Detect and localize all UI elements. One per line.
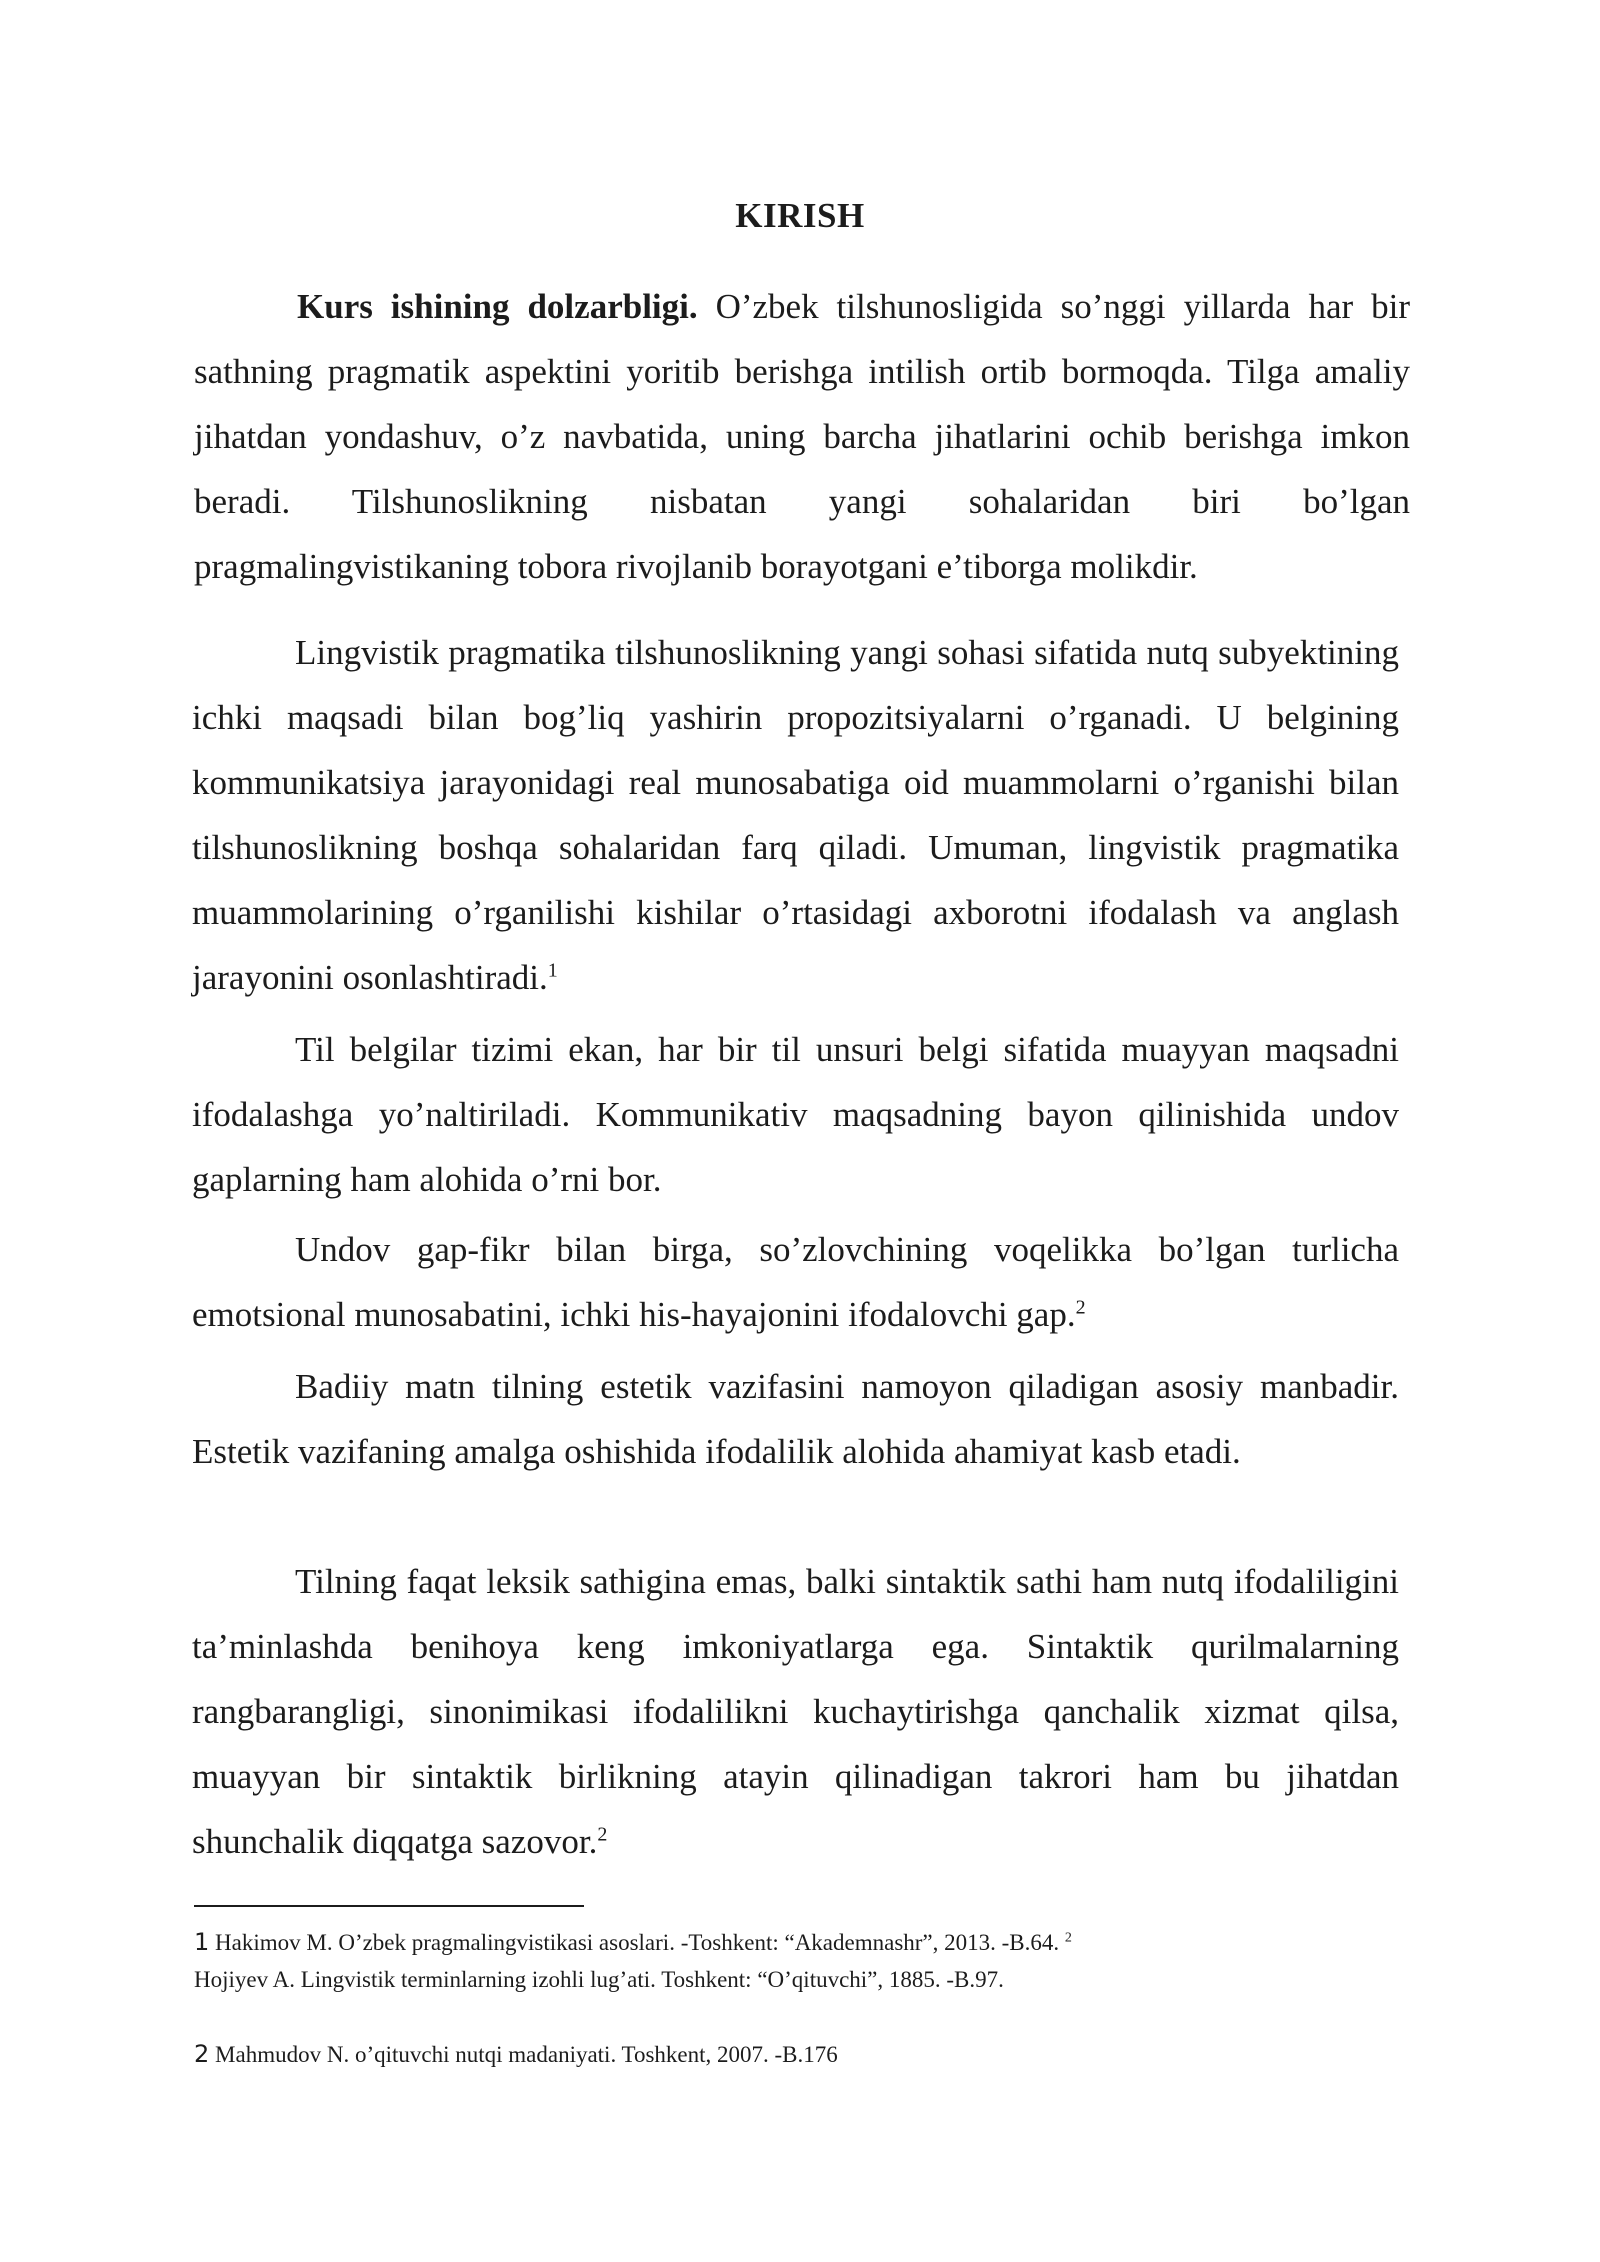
paragraph-lead: Kurs ishining dolzarbligi. xyxy=(297,287,698,326)
paragraph xyxy=(192,620,1399,1010)
paragraph-text: Lingvistik pragmatika tilshunoslikning yangi sohasi sifatida nutq subyektining ichki maqsadi bilan bog’liq yashirin propozitsiyalarni o’rganadi. U belgining kommunikatsiya jarayonidagi real munosabatiga oid muammolarni o’rganishi bilan tilshunoslikning boshqa sohalaridan farq qiladi. Umuman, lingvistik pragmatika muammolarining o’rganilishi kishilar o’rtasidagi axborotni ifodalash va anglash jarayonini osonlashtiradi. xyxy=(192,633,1399,997)
footnote-text-continued: Hojiyev A. Lingvistik terminlarning izohli lug’ati. Toshkent: “O’qituvchi”, 1885. -B.97. xyxy=(194,1967,1004,1992)
footnote-reference[interactable]: 2 xyxy=(1075,1296,1086,1319)
footnote-reference[interactable]: 1 xyxy=(547,959,558,982)
paragraph xyxy=(192,1549,1399,1874)
page-title: KIRISH xyxy=(735,196,865,235)
paragraph-text: Til belgilar tizimi ekan, har bir til unsuri belgi sifatida muayyan maqsadni ifodalashga yo’naltiriladi. Kommunikativ maqsadning bayon qilinishida undov gaplarning ham alohida o’rni bor. xyxy=(192,1030,1399,1199)
paragraph xyxy=(192,1017,1399,1212)
paragraph xyxy=(192,1354,1399,1484)
footnote-reference[interactable]: 2 xyxy=(597,1823,608,1846)
paragraph xyxy=(192,1217,1399,1347)
footnote xyxy=(194,1924,1094,1998)
paragraph-text: Badiiy matn tilning estetik vazifasini namoyon qiladigan asosiy manbadir. Estetik vazifaning amalga oshishida ifodalilik alohida ahamiyat kasb etadi. xyxy=(192,1367,1399,1471)
footnote-text: Mahmudov N. o’qituvchi nutqi madaniyati. Toshkent, 2007. -B.176 xyxy=(215,2042,838,2067)
paragraph-relevance xyxy=(194,274,1410,599)
paragraph-text: O’zbek tilshunosligida so’nggi yillarda har bir sathning pragmatik aspektini yoritib berishga intilish ortib bormoqda. Tilga amaliy jihatdan yondashuv, o’z navbatida, uning barcha jihatlarini ochib berishga imkon beradi. Tilshunoslikning nisbatan yangi sohalaridan biri bo’lgan pragmalingvistikaning tobora rivojlanib borayotgani e’tiborga molikdir. xyxy=(194,287,1411,586)
footnote xyxy=(194,2036,1094,2073)
paragraph-text: Undov gap-fikr bilan birga, so’zlovchining voqelikka bo’lgan turlicha emotsional munosabatini, ichki his-hayajonini ifodalovchi gap. xyxy=(192,1230,1399,1334)
footnote-separator xyxy=(194,1905,584,1907)
footnote-inner-reference: 2 xyxy=(1064,1930,1072,1946)
footnote-number: 1 xyxy=(194,1928,210,1956)
footnote-text: Hakimov M. O’zbek pragmalingvistikasi asoslari. -Toshkent: “Akademnashr”, 2013. -B.64. xyxy=(215,1930,1060,1955)
paragraph-text: Tilning faqat leksik sathigina emas, balki sintaktik sathi ham nutq ifodaliligini ta’minlashda benihoya keng imkoniyatlarga ega. Sintaktik qurilmalarning rangbarangligi, sinonimikasi ifodalilikni kuchaytirishga qanchalik xizmat qilsa, muayyan bir sintaktik birlikning atayin qilinadigan takrori ham bu jihatdan shunchalik diqqatga sazovor. xyxy=(192,1562,1399,1861)
footnote-number: 2 xyxy=(194,2040,210,2068)
